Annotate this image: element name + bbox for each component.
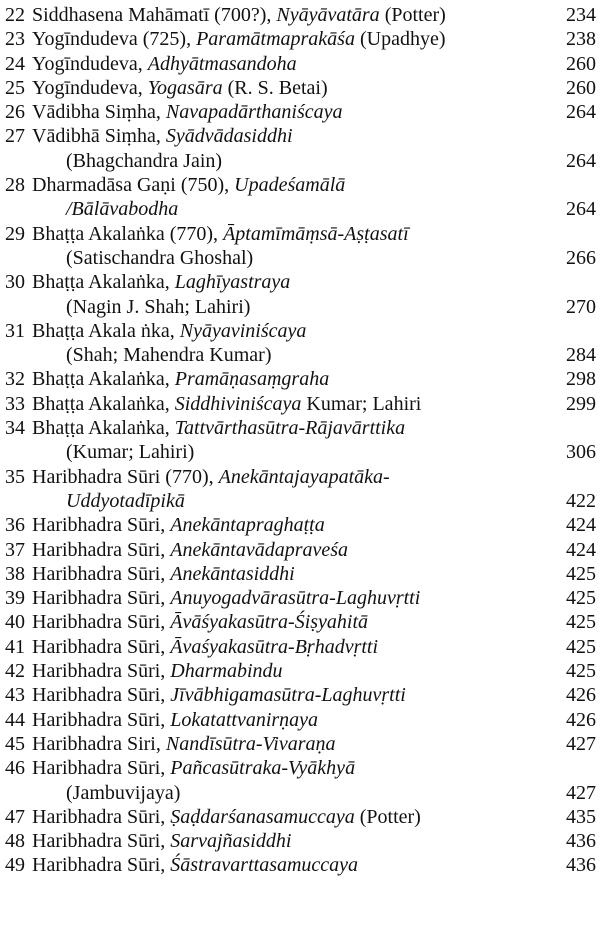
- author-text: Bhaṭṭa Akalaṅka (770),: [32, 222, 224, 245]
- entry-line: [0, 416, 600, 440]
- entry-number: 41: [5, 635, 25, 658]
- entry-line: [0, 562, 600, 586]
- work-title: Anekāntavādapraveśa: [170, 538, 349, 561]
- bibliography-entry: [0, 27, 600, 51]
- entry-line: [0, 659, 600, 683]
- author-text: Yogīndudeva,: [32, 76, 148, 99]
- entry-line: [0, 295, 600, 319]
- entry-text: [32, 586, 420, 610]
- bibliography-entry: [0, 610, 600, 634]
- bibliography-entry: [0, 513, 600, 537]
- editor-text: (Nagin J. Shah; Lahiri): [66, 295, 251, 318]
- work-title-continued: Uddyotadīpikā: [66, 489, 185, 512]
- bibliography-entry: [0, 805, 600, 829]
- work-title: Syādvādasiddhi: [165, 125, 293, 148]
- author-text: Haribhadra Sūri,: [32, 805, 171, 828]
- page-number: 436: [566, 854, 596, 877]
- editor-text: (Satischandra Ghoshal): [66, 246, 254, 269]
- entry-text: [32, 683, 406, 707]
- entry-line: [0, 610, 600, 634]
- work-title: Sarvajñasiddhi: [170, 830, 292, 853]
- editor-text: (Shah; Mahendra Kumar): [66, 344, 272, 367]
- page-number: 234: [566, 4, 596, 26]
- entry-text: [32, 610, 368, 634]
- bibliography-entry: [0, 708, 600, 732]
- author-text: Haribhadra Sūri,: [32, 854, 171, 877]
- bibliography-entry: [0, 3, 600, 27]
- author-text: Haribhadra Sūri,: [32, 538, 171, 561]
- entry-text: [32, 465, 390, 489]
- work-title: Upadeśamālā: [234, 174, 346, 197]
- work-title: Jīvābhigamasūtra-Laghuvṛtti: [170, 684, 406, 707]
- author-text: Haribhadra Sūri (770),: [32, 465, 219, 488]
- entry-text: [32, 829, 291, 853]
- entry-line: [0, 829, 600, 853]
- entry-text: [32, 222, 409, 246]
- author-text: Bhaṭṭa Akalaṅka,: [32, 271, 175, 294]
- author-text: Yogīndudeva,: [32, 52, 148, 75]
- work-title: Adhyātmasandoha: [147, 52, 297, 75]
- entry-text: [32, 173, 345, 197]
- bibliography-entry: [0, 829, 600, 853]
- work-title: Pañcasūtraka-Vyākhyā: [170, 757, 356, 780]
- page-number: 264: [566, 198, 596, 221]
- entry-line: [0, 319, 600, 343]
- entry-line: [0, 781, 600, 805]
- entry-text: [32, 635, 378, 659]
- entry-number: 24: [5, 52, 25, 75]
- page-number: 425: [566, 635, 596, 658]
- entry-number: 28: [5, 174, 25, 197]
- author-text: Haribhadra Sūri,: [32, 708, 171, 731]
- page-number: 425: [566, 660, 596, 683]
- entry-text: [32, 124, 293, 148]
- page-number: 266: [566, 246, 596, 269]
- page-number: 427: [566, 732, 596, 755]
- entry-line: [0, 513, 600, 537]
- entry-line: [0, 489, 600, 513]
- editor-text: Kumar; Lahiri: [301, 392, 422, 415]
- entry-number: 46: [5, 757, 25, 780]
- work-title-continued: /Bālāvabodha: [66, 198, 179, 221]
- work-title: Anekāntasiddhi: [170, 562, 295, 585]
- page-number: 238: [566, 28, 596, 51]
- entry-number: 44: [5, 708, 25, 731]
- work-title: Āvāśyakasūtra-Śiṣyahitā: [170, 611, 369, 634]
- page-number: 270: [566, 295, 596, 318]
- entry-line: [0, 270, 600, 294]
- work-title: Āptamīmāṃsā-Aṣṭasatī: [223, 222, 409, 245]
- bibliography-entry: [0, 52, 600, 76]
- page-number: 264: [566, 149, 596, 172]
- page-number: 426: [566, 708, 596, 731]
- page-number: 425: [566, 611, 596, 634]
- author-text: Bhaṭṭa Akalaṅka,: [32, 368, 175, 391]
- bibliography-entry: [0, 76, 600, 100]
- work-title: Anekāntajayapatāka-: [218, 465, 390, 488]
- entry-text: [32, 562, 295, 586]
- page-number: 284: [566, 344, 596, 367]
- entry-number: 39: [5, 587, 25, 610]
- entry-line: [0, 440, 600, 464]
- entry-text: [32, 52, 297, 76]
- work-title: Śāstravarttasamuccaya: [170, 854, 359, 877]
- author-text: Bhaṭṭa Akala ṅka,: [32, 319, 180, 342]
- entry-line: [0, 683, 600, 707]
- editor-text: (Upadhye): [354, 28, 446, 51]
- author-text: Dharmadāsa Gaṇi (750),: [32, 174, 235, 197]
- entry-text: [32, 3, 446, 27]
- entry-number: 26: [5, 101, 25, 124]
- entry-line: [0, 853, 600, 877]
- entry-line: [0, 173, 600, 197]
- work-title: Lokatattvanirṇaya: [170, 708, 319, 731]
- entry-text: [32, 270, 290, 294]
- page-number: 260: [566, 52, 596, 75]
- page-number: 264: [566, 101, 596, 124]
- entry-number: 47: [5, 805, 25, 828]
- bibliography-entry: [0, 465, 600, 514]
- page-number: 424: [566, 514, 596, 537]
- entry-text: [32, 416, 405, 440]
- page-number: 298: [566, 368, 596, 391]
- entry-number: 29: [5, 222, 25, 245]
- editor-text: (Kumar; Lahiri): [66, 441, 195, 464]
- entry-line: [0, 392, 600, 416]
- work-title: Āvaśyakasūtra-Bṛhadvṛtti: [170, 635, 379, 658]
- entry-number: 38: [5, 562, 25, 585]
- entry-number: 42: [5, 660, 25, 683]
- work-title: Navapadārthaniścaya: [165, 101, 343, 124]
- page-number: 299: [566, 392, 596, 415]
- bibliography-entry: [0, 586, 600, 610]
- entry-number: 48: [5, 830, 25, 853]
- bibliography-entry: [0, 416, 600, 465]
- bibliography-entry: [0, 392, 600, 416]
- page-number: 306: [566, 441, 596, 464]
- bibliography-entry: [0, 732, 600, 756]
- editor-text: (Jambuvijaya): [66, 781, 181, 804]
- author-text: Yogīndudeva (725),: [32, 28, 197, 51]
- bibliography-entry: [0, 756, 600, 805]
- entry-line: [0, 3, 600, 27]
- author-text: Vādibhā Siṃha,: [32, 125, 166, 148]
- entry-line: [0, 805, 600, 829]
- entry-line: [0, 100, 600, 124]
- page-number: 425: [566, 562, 596, 585]
- entry-line: [0, 465, 600, 489]
- entry-text: [32, 319, 306, 343]
- work-title: Anekāntapraghaṭṭa: [170, 514, 325, 537]
- page-number: 424: [566, 538, 596, 561]
- bibliography-entry: [0, 319, 600, 368]
- work-title: Nandīsūtra-Vivaraṇa: [165, 732, 336, 755]
- author-text: Haribhadra Sūri,: [32, 611, 171, 634]
- entry-line: [0, 732, 600, 756]
- author-text: Haribhadra Sūri,: [32, 562, 171, 585]
- work-title: Laghīyastraya: [174, 271, 291, 294]
- bibliography-entry: [0, 538, 600, 562]
- bibliography-entry: [0, 173, 600, 222]
- entry-line: [0, 149, 600, 173]
- entry-line: [0, 197, 600, 221]
- entry-number: 22: [5, 4, 25, 26]
- author-text: Siddhasena Mahāmatī (700?),: [32, 4, 277, 26]
- author-text: Haribhadra Sūri,: [32, 684, 171, 707]
- work-title: Ṣaḍdarśanasamuccaya: [170, 805, 355, 828]
- work-title: Anuyogadvārasūtra-Laghuvṛtti: [170, 587, 421, 610]
- entry-line: [0, 538, 600, 562]
- work-title: Pramāṇasaṃgraha: [174, 368, 330, 391]
- bibliography-entry: [0, 853, 600, 877]
- page-number: 260: [566, 76, 596, 99]
- entry-line: [0, 246, 600, 270]
- entry-line: [0, 756, 600, 780]
- entry-number: 33: [5, 392, 25, 415]
- editor-text: (Potter): [379, 4, 446, 26]
- bibliography-entry: [0, 124, 600, 173]
- work-title: Paramātmaprakāśa: [196, 28, 355, 51]
- bibliography-entry: [0, 270, 600, 319]
- author-text: Haribhadra Sūri,: [32, 635, 171, 658]
- entry-text: [32, 392, 421, 416]
- work-title: Dharmabindu: [170, 660, 283, 683]
- entry-text: [32, 732, 336, 756]
- entry-text: [32, 756, 355, 780]
- entry-number: 31: [5, 319, 25, 342]
- entry-line: [0, 76, 600, 100]
- entry-text: [32, 538, 348, 562]
- bibliography-entry: [0, 635, 600, 659]
- entry-line: [0, 52, 600, 76]
- work-title: Tattvārthasūtra-Rājavārttika: [174, 417, 406, 440]
- entry-number: 35: [5, 465, 25, 488]
- author-text: Haribhadra Siri,: [32, 732, 166, 755]
- entry-line: [0, 635, 600, 659]
- entry-text: [32, 367, 329, 391]
- entry-number: 40: [5, 611, 25, 634]
- entry-line: [0, 222, 600, 246]
- author-text: Haribhadra Sūri,: [32, 757, 171, 780]
- bibliography-entry: [0, 659, 600, 683]
- entry-line: [0, 708, 600, 732]
- author-text: Haribhadra Sūri,: [32, 587, 171, 610]
- author-text: Vādibha Siṃha,: [32, 101, 166, 124]
- entry-number: 49: [5, 854, 25, 877]
- bibliography-entry: [0, 222, 600, 271]
- work-title: Siddhiviniścaya: [174, 392, 302, 415]
- page-number: 426: [566, 684, 596, 707]
- page-number: 427: [566, 781, 596, 804]
- entry-text: [32, 513, 325, 537]
- page-number: 435: [566, 805, 596, 828]
- author-text: Bhaṭṭa Akalaṅka,: [32, 392, 175, 415]
- entry-line: [0, 27, 600, 51]
- author-text: Bhaṭṭa Akalaṅka,: [32, 417, 175, 440]
- entry-text: [32, 659, 283, 683]
- work-title: Nyāyaviniścaya: [179, 319, 307, 342]
- editor-text: (Bhagchandra Jain): [66, 149, 223, 172]
- entry-line: [0, 124, 600, 148]
- editor-text: (R. S. Betai): [222, 76, 328, 99]
- entry-text: [32, 708, 318, 732]
- entry-number: 27: [5, 125, 25, 148]
- entry-number: 34: [5, 417, 25, 440]
- bibliography-entry: [0, 367, 600, 391]
- page-number: 436: [566, 830, 596, 853]
- bibliography-entry: [0, 683, 600, 707]
- entry-line: [0, 586, 600, 610]
- entry-number: 23: [5, 28, 25, 51]
- bibliography-entry: [0, 100, 600, 124]
- entry-number: 45: [5, 732, 25, 755]
- entry-text: [32, 27, 446, 51]
- entry-number: 43: [5, 684, 25, 707]
- author-text: Haribhadra Sūri,: [32, 514, 171, 537]
- entry-text: [32, 76, 328, 100]
- page-number: 425: [566, 587, 596, 610]
- entry-text: [32, 853, 358, 877]
- entry-number: 36: [5, 514, 25, 537]
- work-title: Nyāyāvatāra: [276, 4, 380, 26]
- entry-number: 32: [5, 368, 25, 391]
- page-number: 422: [566, 489, 596, 512]
- entry-number: 37: [5, 538, 25, 561]
- entry-number: 25: [5, 76, 25, 99]
- entry-line: [0, 367, 600, 391]
- entry-number: 30: [5, 271, 25, 294]
- author-text: Haribhadra Sūri,: [32, 830, 171, 853]
- bibliography-entry: [0, 562, 600, 586]
- entry-text: [32, 100, 343, 124]
- entry-text: [32, 805, 421, 829]
- editor-text: (Potter): [354, 805, 421, 828]
- work-title: Yogasāra: [147, 76, 223, 99]
- entry-line: [0, 343, 600, 367]
- author-text: Haribhadra Sūri,: [32, 660, 171, 683]
